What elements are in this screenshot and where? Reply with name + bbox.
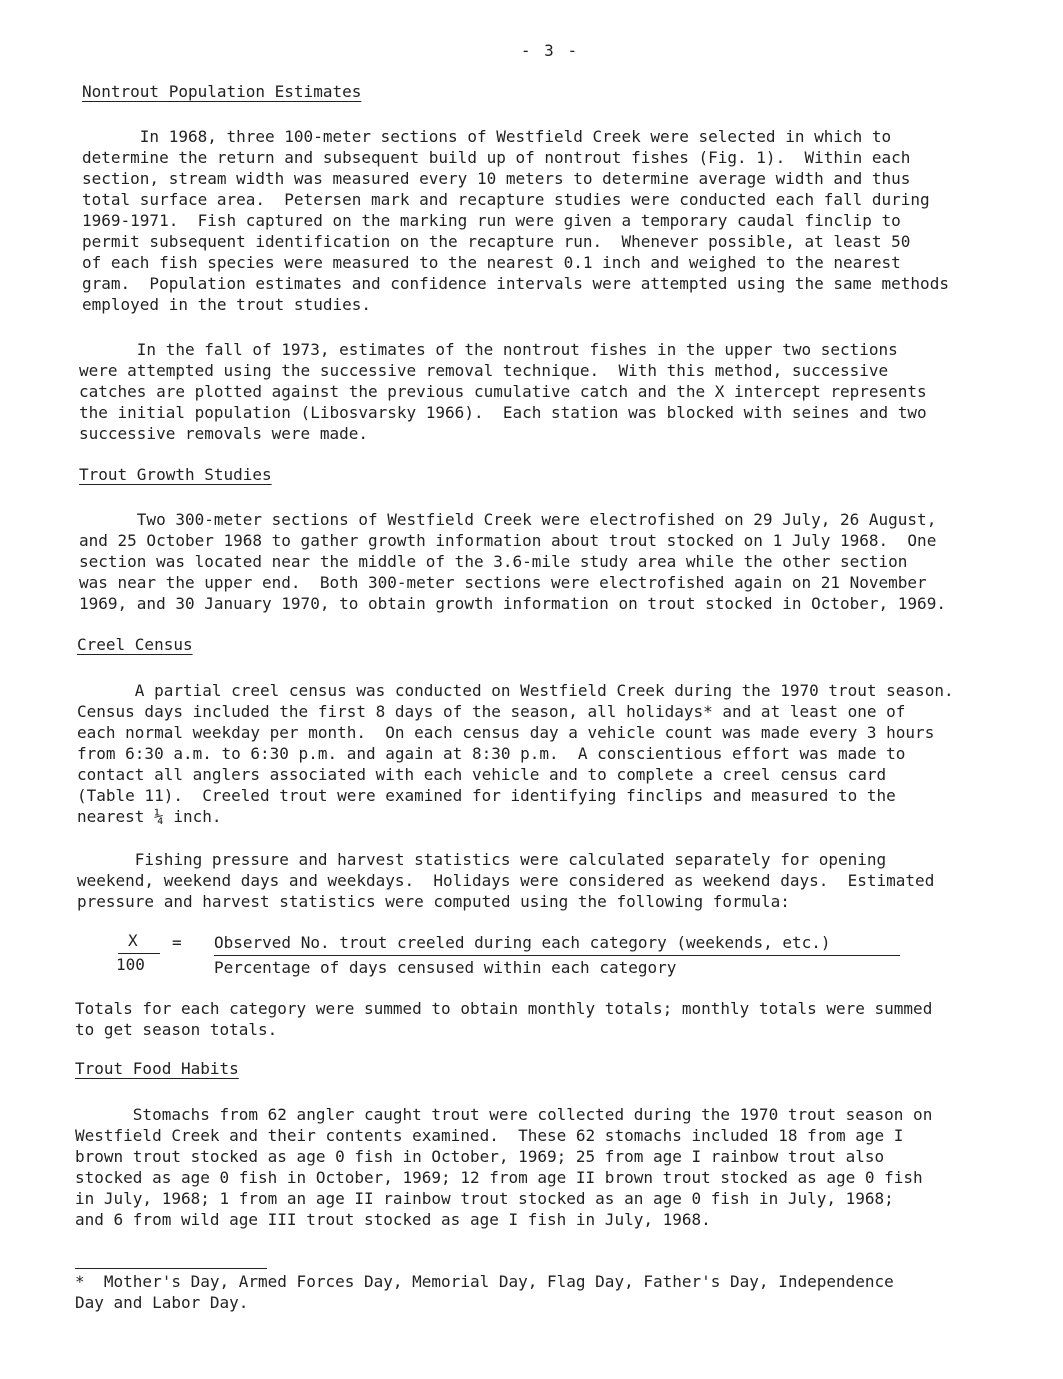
formula-equals: = xyxy=(172,933,182,952)
footnote-holidays: * Mother's Day, Armed Forces Day, Memorial Day, Flag Day, Father's Day, Independence Day and Labor Day. xyxy=(75,1272,894,1312)
paragraph-fishing-pressure: Fishing pressure and harvest statistics were calculated separately for opening weekend, weekend days and weekdays. Holidays were considered as weekend days. Estimated pressure and harvest statistics were computed using the following formula: xyxy=(77,850,935,911)
paragraph-trout-food-habits: Stomachs from 62 angler caught trout were collected during the 1970 trout season on Westfield Creek and their contents examined. These 62 stomachs included 18 from age I brown trout stocked as age 0 fish in October, 1969; 25 from age I rainbow trout also stocked as age 0 fish in October, 1969; 12 from age II brown trout stocked as age 0 fish in July, 1968; 1 from an age II rainbow trout stocked as an age 0 fish in July, 1968; and 6 from wild age III trout stocked as age I fish in July, 1968. xyxy=(75,1105,933,1229)
formula-fraction-bar-right xyxy=(214,955,900,956)
formula-hundred: 100 xyxy=(116,955,145,974)
footnote-rule xyxy=(75,1268,267,1269)
formula-x: X xyxy=(128,931,138,950)
paragraph-nontrout-methods: In 1968, three 100-meter sections of Westfield Creek were selected in which to determine the return and subsequent build up of nontrout fishes (Fig. 1). Within each section, stream width was measured every 10 meters to determine average width and thus total surface area. Petersen mark and recapture studies were conducted each fall during 1969-1971. Fish captured on the marking run were given a temporary caudal finclip to permit subsequent identification on the recapture run. Whenever possible, at least 50 of each fish species were measured to the nearest 0.1 inch and weighed to the nearest gram. Population estimates and confidence intervals were attempted using the same methods employed in the trout studies. xyxy=(82,127,949,314)
paragraph-nontrout-removal: In the fall of 1973, estimates of the nontrout fishes in the upper two sections were attempted using the successive removal technique. With this method, successive catches are plotted against the previous cumulative catch and the X intercept represents the initial population (Libosvarsky 1966). Each station was blocked with seines and two successive removals were made. xyxy=(79,340,927,443)
page-number: - 3 - xyxy=(520,41,580,60)
heading-creel-census: Creel Census xyxy=(77,635,193,654)
formula-numerator: Observed No. trout creeled during each category (weekends, etc.) xyxy=(214,933,831,952)
paragraph-trout-growth: Two 300-meter sections of Westfield Creek were electrofished on 29 July, 26 August, and 25 October 1968 to gather growth information about trout stocked on 1 July 1968. One section was located near the middle of the 3.6-mile study area while the other section was near the upper end. Both 300-meter sections were electrofished again on 21 November 1969, and 30 January 1970, to obtain growth information on trout stocked in October, 1969. xyxy=(79,510,946,613)
heading-trout-food-habits: Trout Food Habits xyxy=(75,1059,239,1078)
paragraph-creel-census: A partial creel census was conducted on Westfield Creek during the 1970 trout season. Census days included the first 8 days of the season, all holidays* and at least one of each normal weekday per month. On each census day a vehicle count was made every 3 hours from 6:30 a.m. to 6:30 p.m. and again at 8:30 p.m. A conscientious effort was made to contact all anglers associated with each vehicle and to complete a creel census card (Table 11). Creeled trout were examined for identifying finclips and measured to the nearest ¼ inch. xyxy=(77,681,954,826)
paragraph-totals: Totals for each category were summed to obtain monthly totals; monthly totals were summed to get season totals. xyxy=(75,999,933,1039)
harvest-formula xyxy=(110,930,910,980)
heading-trout-growth-studies: Trout Growth Studies xyxy=(79,465,272,484)
formula-denominator: Percentage of days censused within each category xyxy=(214,958,677,977)
heading-nontrout-population-estimates: Nontrout Population Estimates xyxy=(82,82,362,101)
